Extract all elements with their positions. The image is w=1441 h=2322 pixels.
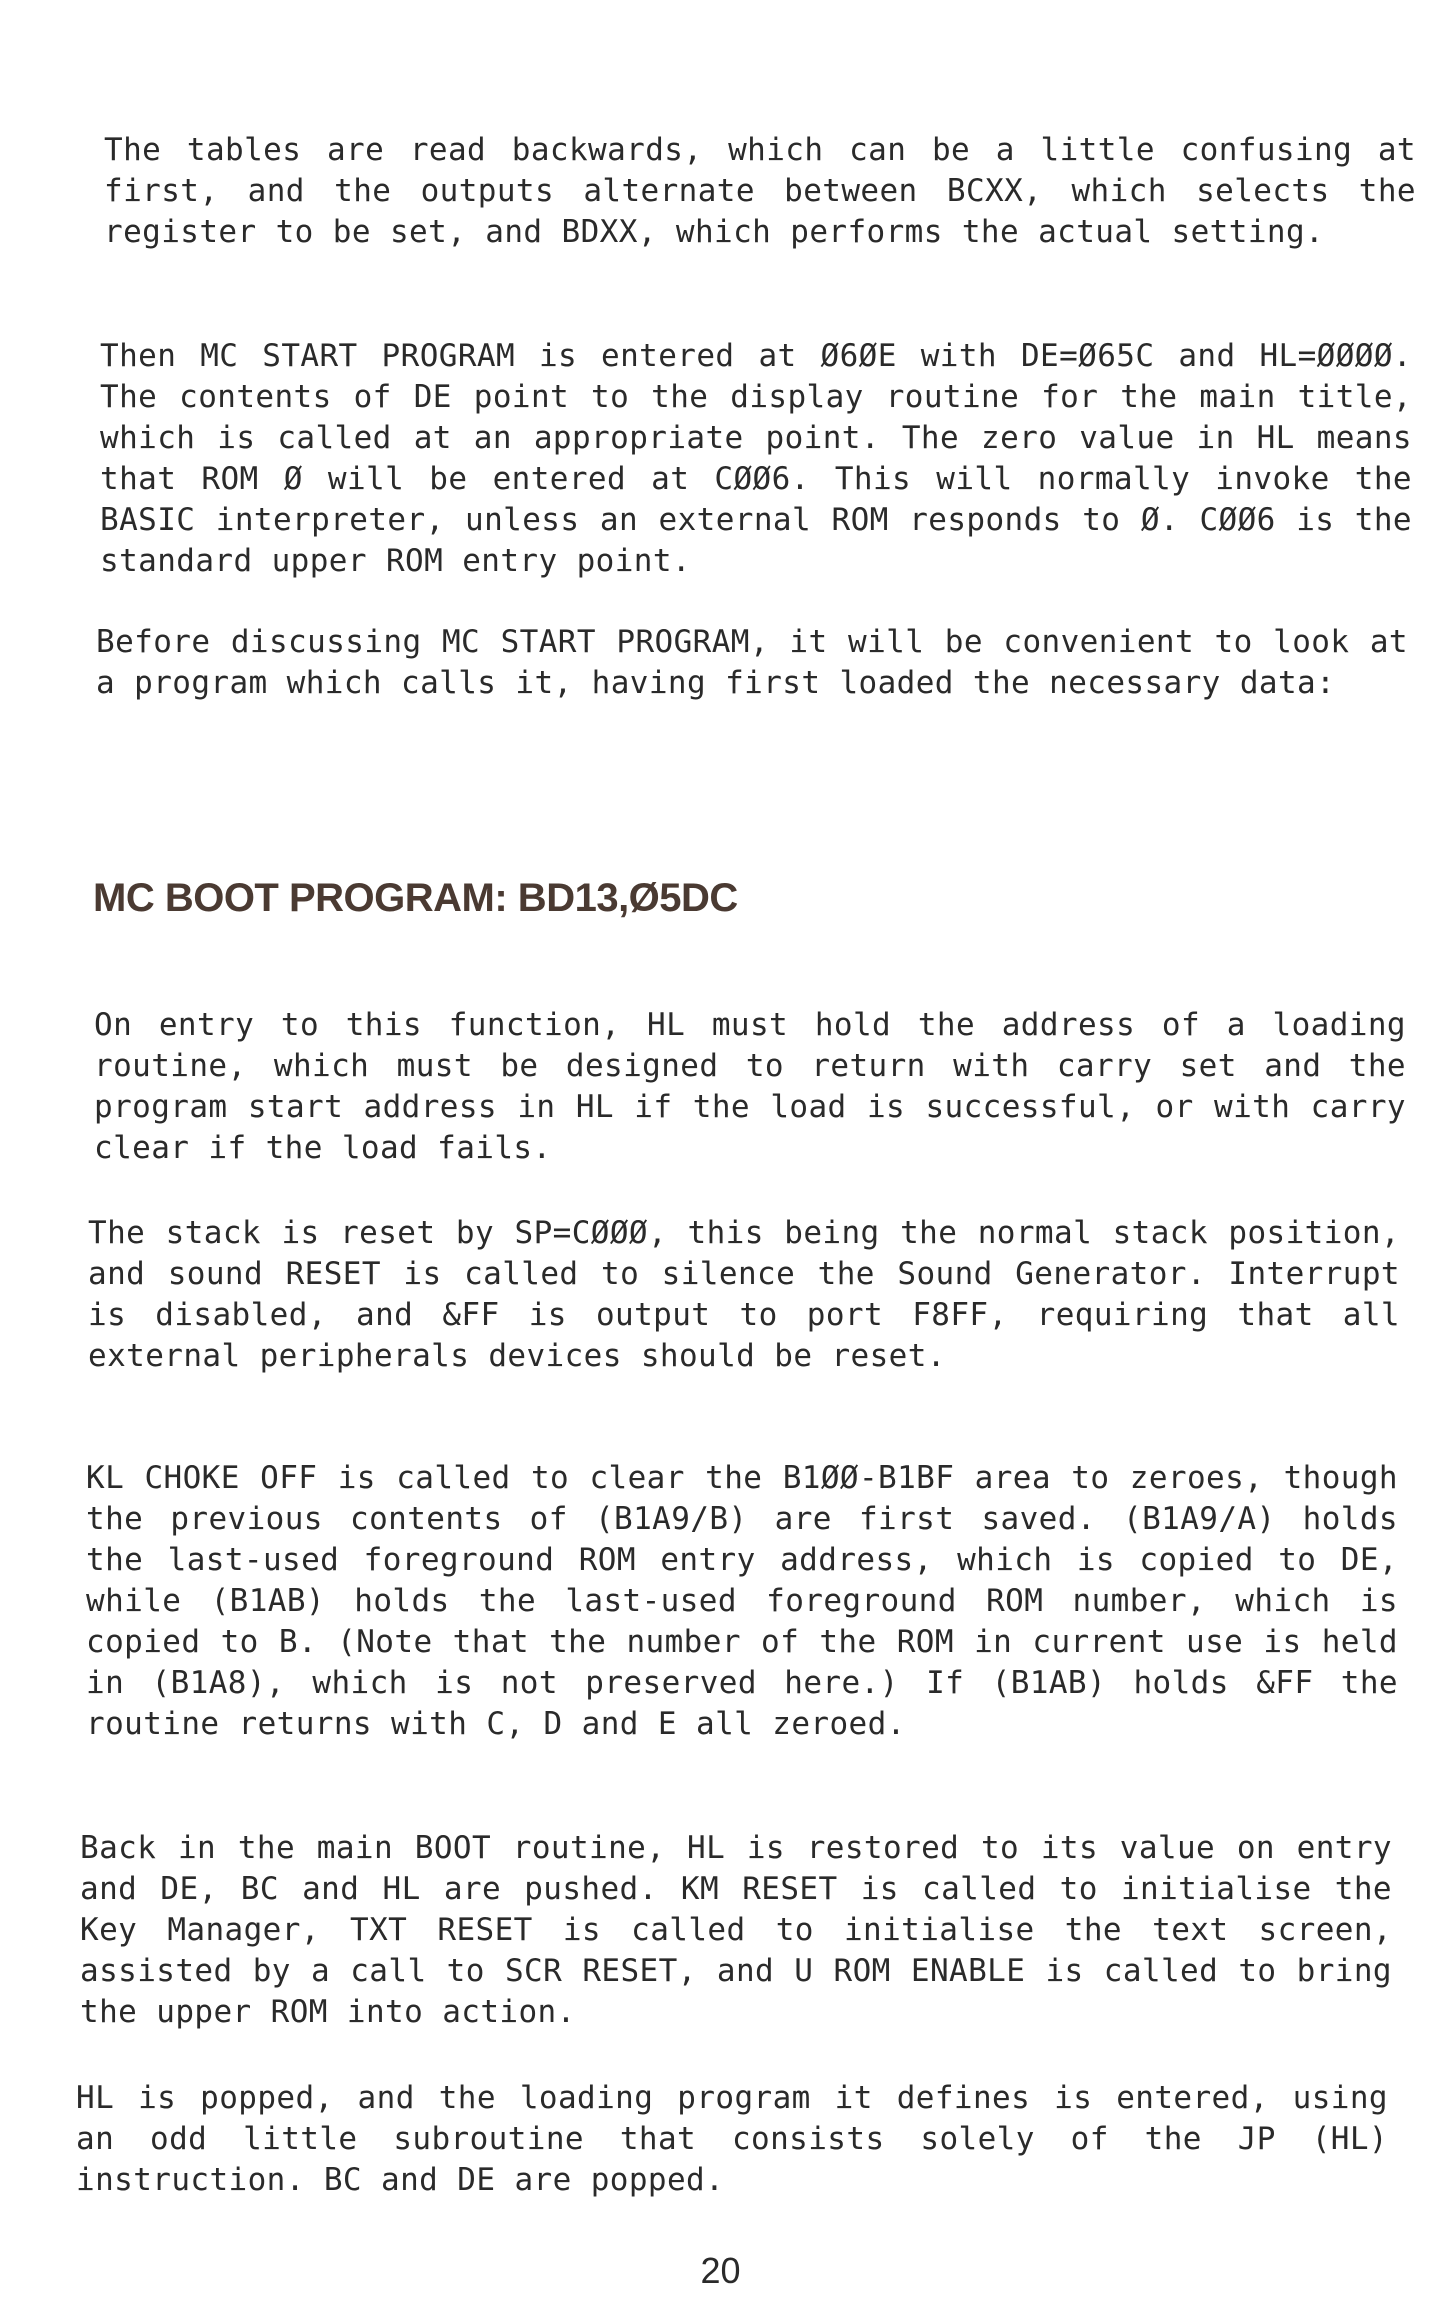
page-number: 20: [700, 2250, 741, 2291]
paragraph-main-boot-routine: Back in the main BOOT routine, HL is restored to its value on entry and DE, BC and HL are pushed. KM RESET is called to initialise the Key Manager, TXT RESET is called to initialise the text screen, assisted by a call to SCR RESET, and U ROM ENABLE is called to bring the upper ROM into action.: [80, 1830, 1392, 2030]
paragraph-tables: The tables are read backwards, which can be a little confusing at first, and the outputs alternate between BCXX, which selects the register to be set, and BDXX, which performs the actual setting.: [104, 132, 1416, 250]
paragraph-on-entry: On entry to this function, HL must hold the address of a loading routine, which must be designed to return with carry set and the program start address in HL if the load is successful, or with carry clear if the load fails.: [94, 1007, 1406, 1166]
paragraph-stack-reset: The stack is reset by SP=CØØØ, this being the normal stack position, and sound RESET is called to silence the Sound Generator. Interrupt is disabled, and &FF is output to port F8FF, requiring that all external peripherals devices should be reset.: [88, 1215, 1400, 1374]
paragraph-hl-popped: HL is popped, and the loading program it defines is entered, using an odd little subroutine that consists solely of the JP (HL) instruction. BC and DE are popped.: [76, 2080, 1388, 2198]
paragraph-before-discussing: Before discussing MC START PROGRAM, it will be convenient to look at a program which calls it, having first loaded the necessary data:: [96, 624, 1408, 701]
paragraph-mc-start-program: Then MC START PROGRAM is entered at Ø6ØE with DE=Ø65C and HL=ØØØØ. The contents of DE point to the display routine for the main title, which is called at an appropriate point. The zero value in HL means that ROM Ø will be entered at CØØ6. This will normally invoke the BASIC interpreter, unless an external ROM responds to Ø. CØØ6 is the standard upper ROM entry point.: [100, 338, 1412, 579]
section-heading: MC BOOT PROGRAM: BD13,Ø5DC: [93, 876, 738, 920]
paragraph-kl-choke-off: KL CHOKE OFF is called to clear the B1ØØ-B1BF area to zeroes, though the previous contents of (B1A9/B) are first saved. (B1A9/A) holds the last-used foreground ROM entry address, which is copied to DE, while (B1AB) holds the last-used foreground ROM number, which is copied to B. (Note that the number of the ROM in current use is held in (B1A8), which is not preserved here.) If (B1AB) holds &FF the routine returns with C, D and E all zeroed.: [86, 1460, 1398, 1742]
